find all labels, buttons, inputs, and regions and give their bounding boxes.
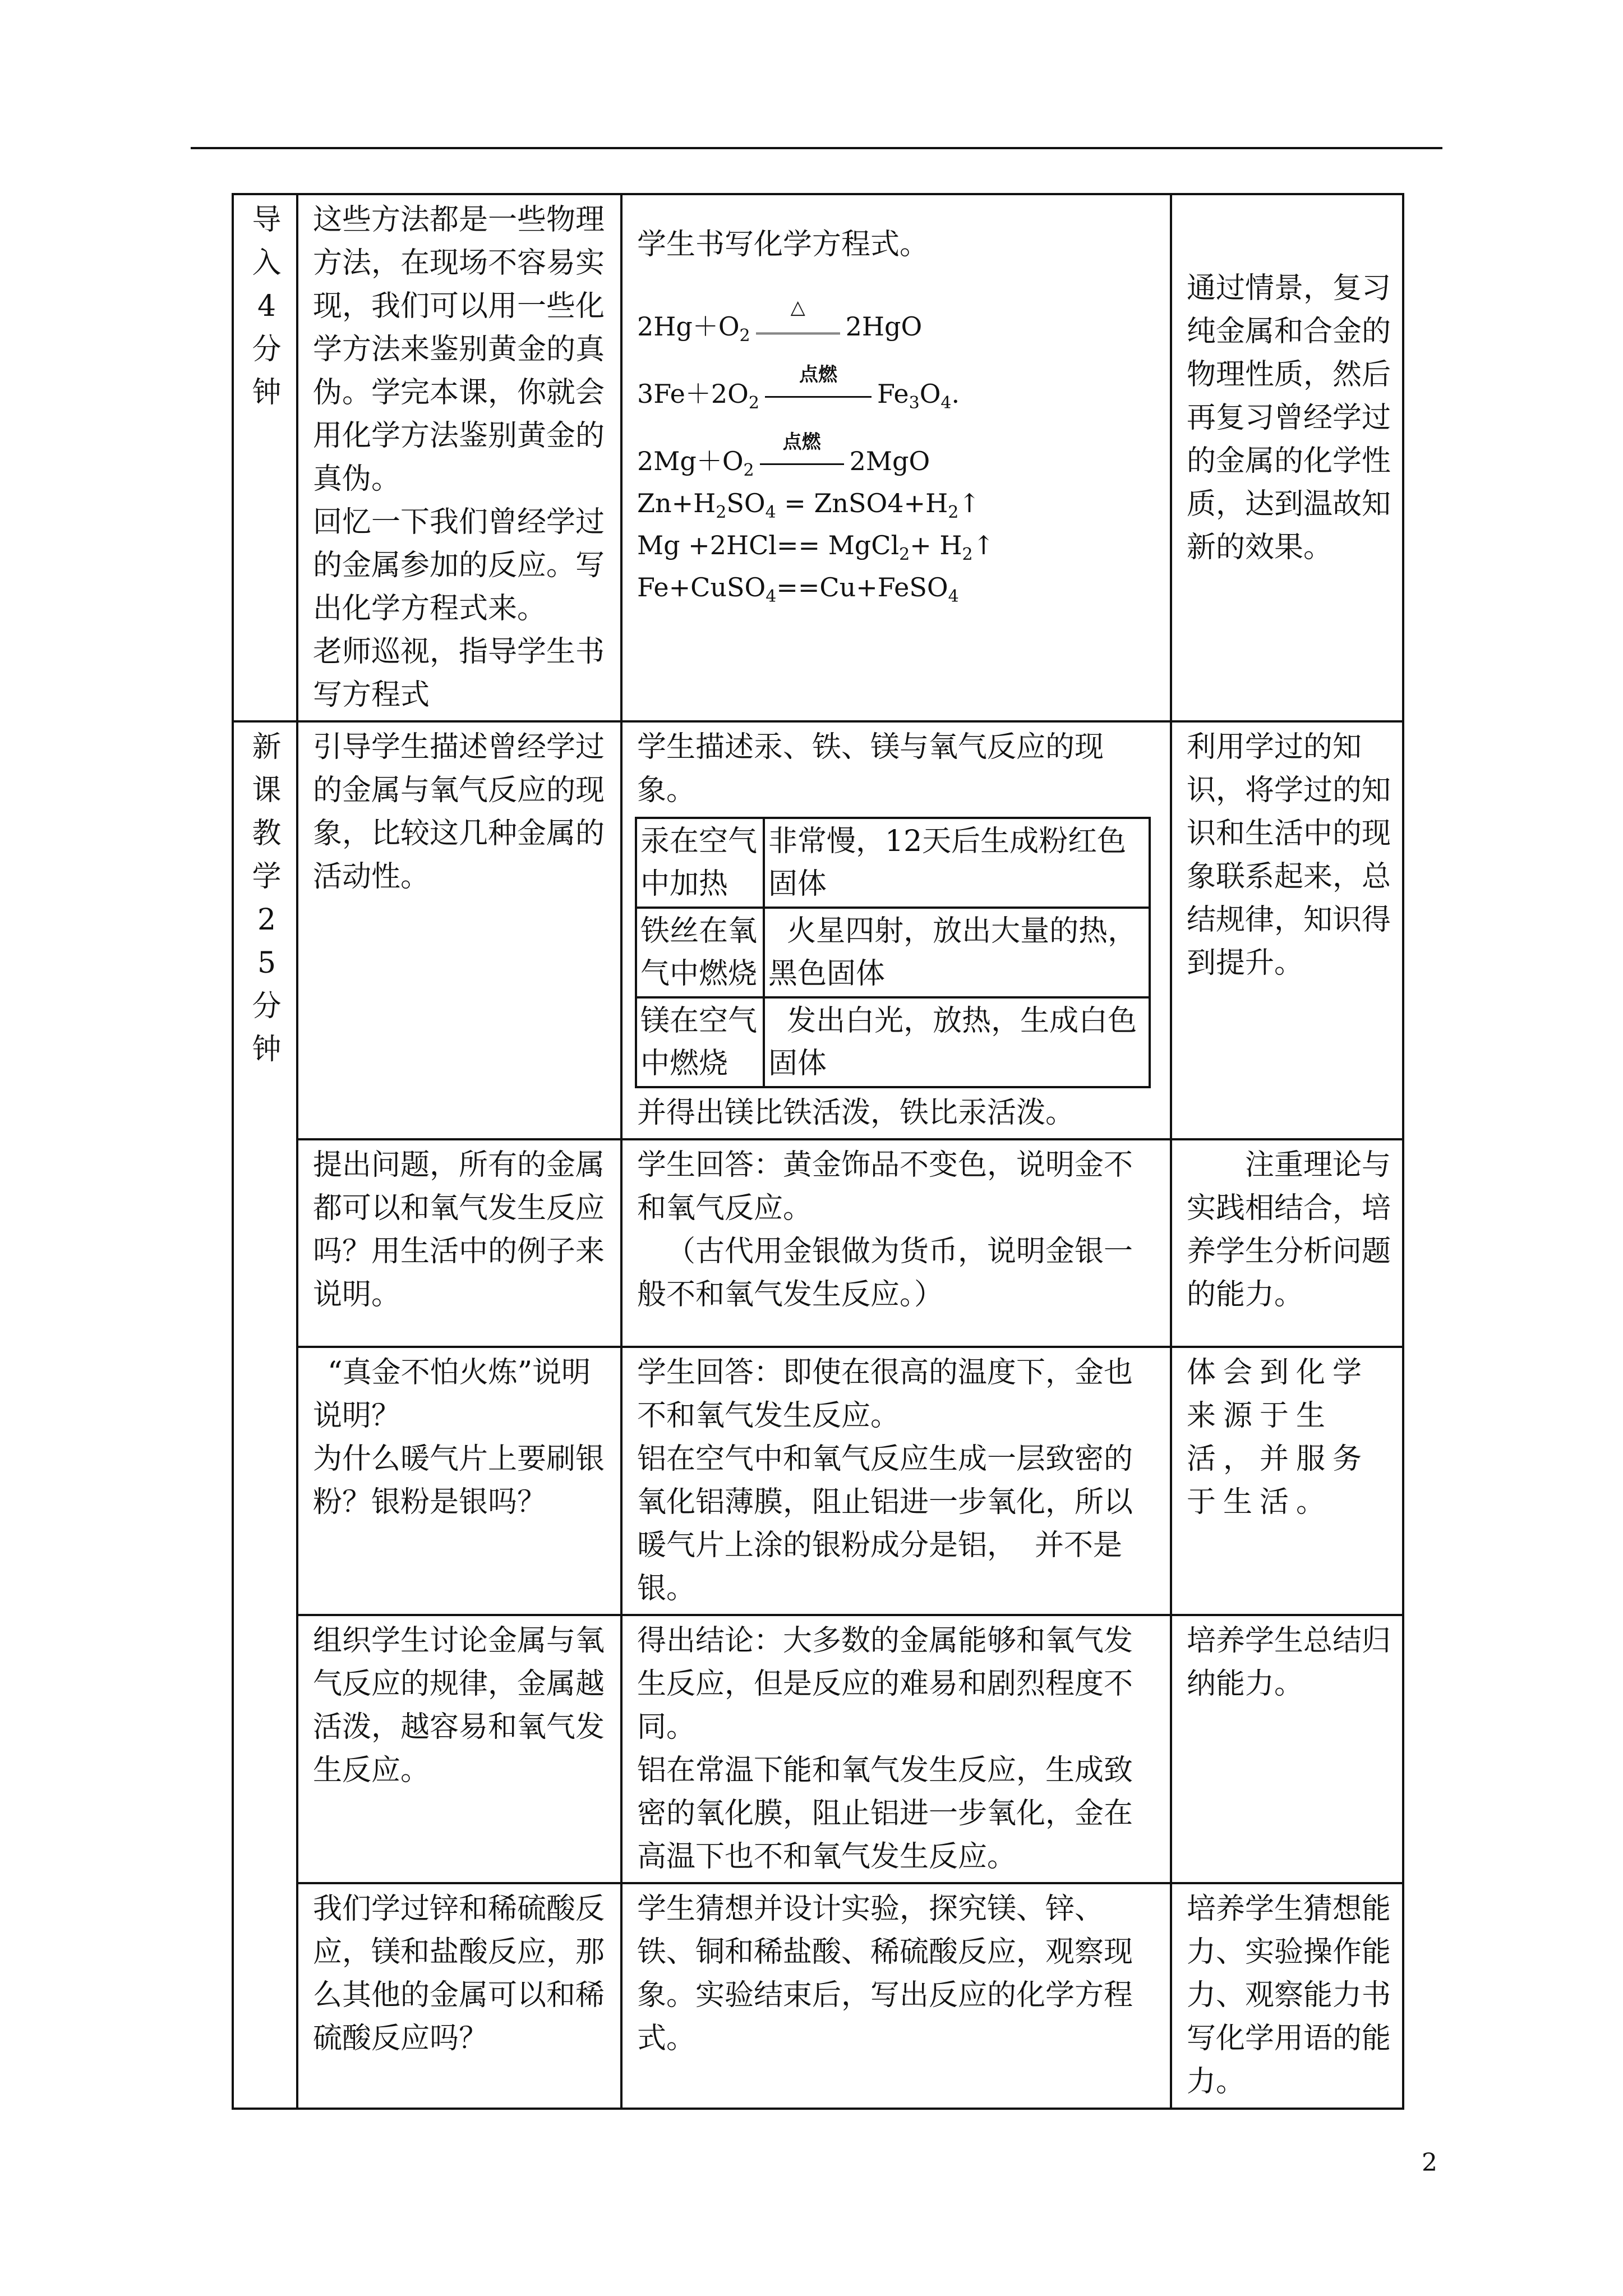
design-intent-cell [1171,194,1403,721]
stage-cell [233,721,297,2109]
teacher-activity-cell [297,721,621,1139]
student-activity-cell [621,1883,1171,2109]
teacher-activity-cell [297,1883,621,2109]
teacher-activity-cell [297,194,621,721]
student-activity-cell [621,1615,1171,1883]
design-intent-cell [1171,721,1403,1139]
student-text: 学生书写化学方程式。 [637,228,929,261]
stage-label: 新课教学25分钟 [252,730,282,1066]
table-row [636,997,1150,1087]
table-row [233,721,1403,1139]
teacher-text: 提出问题，所有的金属都可以和氧气发生反应吗？用生活中的例子来说明。 [313,1148,605,1312]
design-intent-text: 体会到化学来源于生活，并服务于生活。 [1187,1356,1370,1519]
design-intent-cell [1171,1139,1403,1347]
table-row [233,1615,1403,1883]
table-row [636,818,1150,908]
teacher-activity-cell [297,1139,621,1347]
phenomenon-cell: 发出白光，放热，生成白色固体 [764,997,1150,1087]
phenomenon-cell: 非常慢，12天后生成粉红色固体 [764,818,1150,908]
teacher-text: “真金不怕火炼”说明说明？ [313,1356,591,1433]
table-row [233,194,1403,721]
teacher-text: 回忆一下我们曾经学过的金属参加的反应。写出化学方程式来。 [313,505,605,625]
student-text: 学生描述汞、铁、镁与氧气反应的现象。 [637,730,1104,807]
equation: Fe+CuSO$_4$==Cu+FeSO$_4$ [637,572,959,606]
student-text: 得出结论：大多数的金属能够和氧气发生反应，但是反应的难易和剧烈程度不同。 [637,1624,1133,1744]
design-intent-cell [1171,1883,1403,2109]
student-activity-cell [621,1139,1171,1347]
student-activity-cell [621,194,1171,721]
phenomenon-cell: 火星四射，放出大量的热，黑色固体 [764,908,1150,997]
design-intent-text: 培养学生猜想能力、实验操作能力、观察能力书写化学用语的能力。 [1187,1892,1391,2099]
design-intent-text: 注重理论与实践相结合，培养学生分析问题的能力。 [1187,1148,1391,1312]
student-text: 并得出镁比铁活泼，铁比汞活泼。 [637,1096,1075,1130]
teacher-text: 我们学过锌和稀硫酸反应，镁和盐酸反应，那么其他的金属可以和稀硫酸反应吗？ [313,1892,605,2055]
teacher-text: 这些方法都是一些物理方法，在现场不容易实现，我们可以用一些化学方法来鉴别黄金的真伪。学完本课，你就会用化学方法鉴别黄金的真伪。 [313,203,605,496]
design-intent-text: 通过情景，复习纯金属和合金的物理性质，然后再复习曾经学过的金属的化学性质，达到温故知新的效果。 [1187,272,1391,564]
teacher-text: 组织学生讨论金属与氧气反应的规律，金属越活泼，越容易和氧气发生反应。 [313,1624,605,1787]
equation: $Zn+H_2SO_4$ = $ZnSO4+H_2↑$ [637,488,980,522]
teacher-text: 为什么暖气片上要刷银粉？银粉是银吗？ [313,1442,605,1519]
student-text: 铝在空气中和氧气反应生成一层致密的氧化铝薄膜，阻止铝进一步氧化，所以暖气片上涂的银粉成分是铝， 并不是银。 [637,1442,1133,1605]
student-text: 学生回答：黄金饰品不变色，说明金不和氧气反应。 [637,1148,1133,1225]
condition-mark: △ [756,318,840,340]
student-text: 学生猜想并设计实验，探究镁、锌、铁、铜和稀盐酸、稀硫酸反应，观察现象。实验结束后，写出反应的化学方程式。 [637,1892,1133,2055]
stage-label: 导入4分钟 [252,203,282,409]
header-rule [191,147,1442,149]
table-row [233,1883,1403,2109]
student-activity-cell [621,721,1171,1139]
teacher-text: 老师巡视，指导学生书写方程式 [313,635,605,712]
table-row [233,1347,1403,1615]
design-intent-text: 培养学生总结归纳能力。 [1187,1624,1391,1701]
metal-cell: 汞在空气中加热 [636,818,764,908]
student-activity-cell [621,1347,1171,1615]
condition-mark: 点燃 [760,452,844,475]
equation: $2Hg+O_2$ △ 2HgO [637,296,923,346]
table-row [636,908,1150,997]
student-text: 铝在常温下能和氧气发生反应，生成致密的氧化膜，阻止铝进一步氧化，金在高温下也不和氧气发生反应。 [637,1754,1133,1874]
metal-cell: 铁丝在氧气中燃烧 [636,908,764,997]
page-number: 2 [1422,2148,1437,2177]
phenomena-table [635,817,1151,1088]
equation: Mg +2HCl== MgCl$_2$+ $H_2↑$ [637,530,995,564]
design-intent-cell [1171,1615,1403,1883]
table-row [233,1139,1403,1347]
student-text: 学生回答：即使在很高的温度下，金也不和氧气发生反应。 [637,1356,1133,1433]
equation: $3Fe+2O_2$ 点燃 $Fe_3O_4$. [637,364,960,413]
stage-cell [233,194,297,721]
teacher-activity-cell [297,1615,621,1883]
condition-mark: 点燃 [765,385,872,407]
teacher-activity-cell [297,1347,621,1615]
teacher-text: 引导学生描述曾经学过的金属与氧气反应的现象，比较这几种金属的活动性。 [313,730,605,894]
design-intent-text: 利用学过的知识，将学过的知识和生活中的现象联系起来，总结规律，知识得到提升。 [1187,730,1391,980]
design-intent-cell [1171,1347,1403,1615]
lesson-plan-table [232,193,1404,2110]
equation: $2Mg+O_2$ 点燃 2MgO [637,431,930,480]
student-text: （古代用金银做为货币，说明金银一般不和氧气发生反应。） [637,1235,1133,1312]
metal-cell: 镁在空气中燃烧 [636,997,764,1087]
